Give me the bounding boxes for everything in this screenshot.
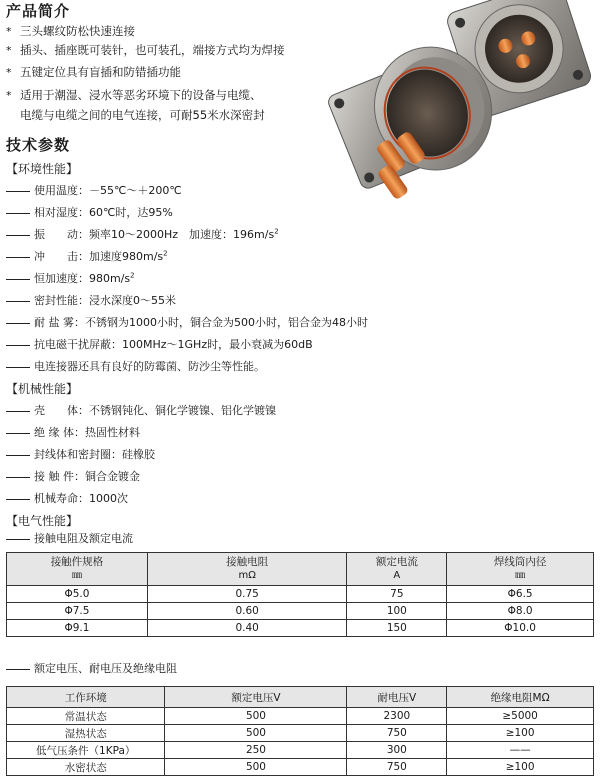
- dash-icon: [6, 323, 30, 324]
- bullet-star-icon: *: [6, 89, 12, 102]
- dash-icon: [6, 477, 30, 478]
- tech-title: 技术参数: [6, 136, 71, 154]
- table-cell: Φ5.0: [7, 586, 148, 603]
- mech-line-1: 壳 体：不锈钢钝化、铜化学镀镍、铝化学镀镍: [6, 402, 276, 418]
- dash-icon: [6, 411, 30, 412]
- intro-bullet-2: * 插头、插座既可装针，也可装孔，端接方式均为焊接: [6, 41, 285, 60]
- table2-header: 额定电压V: [165, 687, 347, 708]
- table-cell: 300: [347, 742, 447, 759]
- dash-icon: [6, 191, 30, 192]
- table-cell: ≥100: [447, 759, 594, 776]
- table-cell: ≥100: [447, 725, 594, 742]
- table-cell: 150: [347, 620, 447, 637]
- table-cell: ——: [447, 742, 594, 759]
- mech-line-3: 封线体和密封圈：硅橡胶: [6, 446, 155, 462]
- elec-heading: 【电气性能】: [6, 514, 79, 528]
- table-cell: 250: [165, 742, 347, 759]
- env-heading: 【环境性能】: [6, 162, 79, 176]
- table-cell: Φ7.5: [7, 603, 148, 620]
- table-cell: 750: [347, 759, 447, 776]
- mech-line-2: 绝 缘 体：热固性材料: [6, 424, 140, 440]
- elec-sub-2: 额定电压、耐电压及绝缘电阻: [6, 660, 177, 676]
- table-row: [7, 708, 594, 725]
- table2-header: 工作环境: [7, 687, 165, 708]
- table-row: [7, 603, 594, 620]
- table-row: [7, 620, 594, 637]
- table2-header: 耐电压V: [347, 687, 447, 708]
- table-cell: 湿热状态: [7, 725, 165, 742]
- table-cell: Φ10.0: [447, 620, 594, 637]
- table1-header: 额定电流 A: [347, 553, 447, 586]
- bullet-star-icon: *: [6, 66, 12, 79]
- table-cell: 100: [347, 603, 447, 620]
- dash-icon: [6, 499, 30, 500]
- bullet-star-icon: *: [6, 44, 12, 57]
- table2-header: 绝缘电阻MΩ: [447, 687, 594, 708]
- contact-resistance-table: [6, 552, 594, 637]
- intro-title: 产品简介: [6, 2, 71, 20]
- dash-icon: [6, 367, 30, 368]
- table-cell: 500: [165, 759, 347, 776]
- dash-icon: [6, 235, 30, 236]
- dash-icon: [6, 213, 30, 214]
- dash-icon: [6, 257, 30, 258]
- intro-bullet-4-cont: 电缆与电缆之间的电气连接，可耐55米水深密封: [20, 108, 265, 122]
- table-cell: Φ6.5: [447, 586, 594, 603]
- dash-icon: [6, 345, 30, 346]
- connector-photo: [285, 0, 600, 225]
- table1-header: 接触件规格 ㎜: [7, 553, 148, 586]
- elec-sub-1: 接触电阻及额定电流: [6, 530, 133, 546]
- table-cell: 0.75: [147, 586, 347, 603]
- table1-header: 接触电阻 mΩ: [147, 553, 347, 586]
- dash-icon: [6, 301, 30, 302]
- table-row: [7, 725, 594, 742]
- table-cell: 500: [165, 708, 347, 725]
- table-cell: 水密状态: [7, 759, 165, 776]
- env-line-7: 耐 盐 雾：不锈钢为1000小时，铜合金为500小时，铝合金为48小时: [6, 314, 368, 330]
- env-line-9: 电连接器还具有良好的防霉菌、防沙尘等性能。: [6, 358, 265, 374]
- table-cell: ≥5000: [447, 708, 594, 725]
- table-cell: 常温状态: [7, 708, 165, 725]
- table-cell: 75: [347, 586, 447, 603]
- dash-icon: [6, 539, 30, 540]
- table-cell: 750: [347, 725, 447, 742]
- table-row: [7, 586, 594, 603]
- intro-bullet-4: * 适用于潮湿、浸水等恶劣环境下的设备与电缆、: [6, 86, 262, 105]
- table-cell: 0.40: [147, 620, 347, 637]
- intro-bullet-1: * 三头螺纹防松快速连接: [6, 22, 135, 41]
- dash-icon: [6, 279, 30, 280]
- table-cell: 500: [165, 725, 347, 742]
- table-row: [7, 759, 594, 776]
- bullet-star-icon: *: [6, 25, 12, 38]
- env-line-1: 使用温度：－55℃～＋200℃: [6, 182, 182, 198]
- mech-line-4: 接 触 件：铜合金镀金: [6, 468, 140, 484]
- table-cell: 2300: [347, 708, 447, 725]
- env-line-8: 抗电磁干扰屏蔽：100MHz～1GHz时，最小衰减为60dB: [6, 336, 313, 352]
- dash-icon: [6, 455, 30, 456]
- env-line-3: 振 动：频率10～2000Hz 加速度：$196m/s^2$: [6, 226, 279, 242]
- voltage-table: [6, 686, 594, 776]
- dash-icon: [6, 433, 30, 434]
- table-row: [7, 742, 594, 759]
- env-line-4: 冲 击：加速度$980m/s^2$: [6, 248, 168, 264]
- table-cell: Φ8.0: [447, 603, 594, 620]
- mech-line-5: 机械寿命：1000次: [6, 490, 128, 506]
- env-line-2: 相对湿度：60℃时，达95%: [6, 204, 173, 220]
- mech-heading: 【机械性能】: [6, 382, 79, 396]
- table-cell: Φ9.1: [7, 620, 148, 637]
- table1-header: 焊线筒内径 ㎜: [447, 553, 594, 586]
- table-cell: 0.60: [147, 603, 347, 620]
- intro-bullet-3: * 五键定位具有盲插和防错插功能: [6, 63, 181, 82]
- dash-icon: [6, 669, 30, 670]
- env-line-5: 恒加速度：$980m/s^2$: [6, 270, 135, 286]
- table-cell: 低气压条件（1KPa）: [7, 742, 165, 759]
- env-line-6: 密封性能：浸水深度0～55米: [6, 292, 176, 308]
